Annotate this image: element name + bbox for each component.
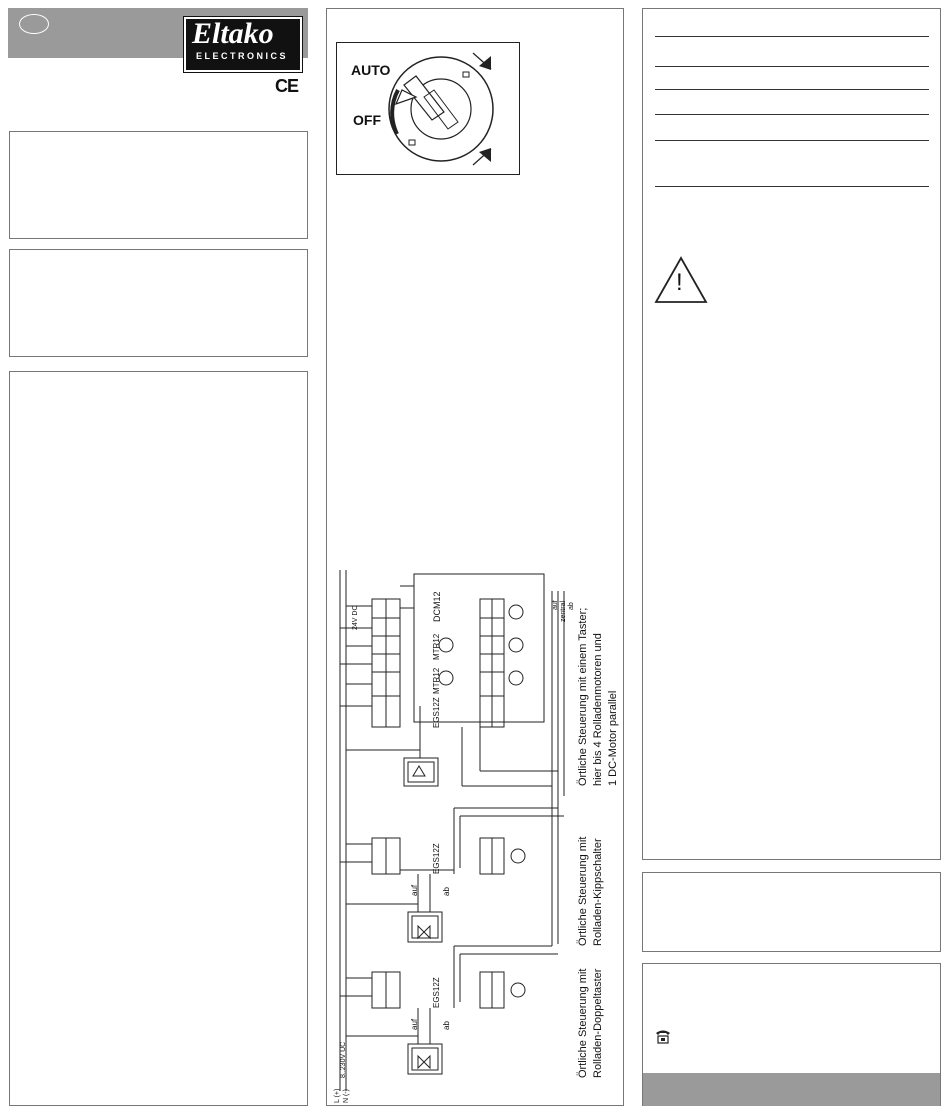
left-section-3 [9, 371, 308, 1106]
label-dcm12: DCM12 [432, 591, 442, 622]
label-supply-uc: 8..230V UC [340, 1041, 347, 1078]
language-oval [19, 14, 49, 34]
rule-3 [655, 89, 929, 90]
brand-subtitle: ELECTRONICS [196, 51, 289, 61]
dial-auto-label: AUTO [351, 62, 391, 78]
label-egs12z-a: EGS12Z [432, 697, 441, 728]
label-l: L (+) [334, 1088, 341, 1103]
label-egs12z-b: EGS12Z [432, 843, 441, 874]
label-auf-c: auf [410, 1018, 419, 1030]
warning-symbol: ! [676, 269, 683, 296]
label-egs12z-c: EGS12Z [432, 977, 441, 1008]
left-section-1 [9, 131, 308, 239]
telephone-icon [654, 1027, 672, 1045]
label-24v-dc: 24V DC [352, 605, 359, 630]
rule-5 [655, 140, 929, 141]
label-ab-c: ab [442, 1021, 451, 1030]
label-ab-b: ab [442, 887, 451, 896]
caption-1-line-2: hier bis 4 Rolladenmotoren und [592, 633, 604, 786]
label-auf-zentral: auf [552, 600, 559, 610]
rule-4 [655, 114, 929, 115]
caption-3-line-1: Örtliche Steuerung mit [577, 968, 589, 1078]
rule-6 [655, 186, 929, 187]
left-section-2 [9, 249, 308, 357]
brand-name: Eltako [192, 17, 274, 50]
ce-mark: CE [275, 76, 299, 96]
caption-2-line-1: Örtliche Steuerung mit [577, 836, 589, 946]
label-mtr12-a: MTR12 [432, 633, 441, 660]
footer-banner [643, 1073, 940, 1106]
caption-2-line-2: Rolladen-Kippschalter [592, 838, 604, 946]
right-section-2 [642, 872, 941, 952]
rule-1 [655, 36, 929, 37]
label-ab-zentral: ab [568, 602, 575, 610]
label-auf-b: auf [410, 884, 419, 896]
label-mtr12-b: MTR12 [432, 667, 441, 694]
caption-1-line-3: 1 DC-Motor parallel [607, 690, 619, 786]
right-section-1 [642, 8, 941, 860]
caption-3-line-2: Rolladen-Doppeltaster [592, 968, 604, 1078]
caption-1-line-1: Örtliche Steuerung mit einem Taster; [577, 607, 589, 786]
label-zentral: zentral [560, 600, 567, 622]
dial-off-label: OFF [353, 112, 381, 128]
label-n: N (-) [343, 1089, 350, 1103]
rule-2 [655, 66, 929, 67]
